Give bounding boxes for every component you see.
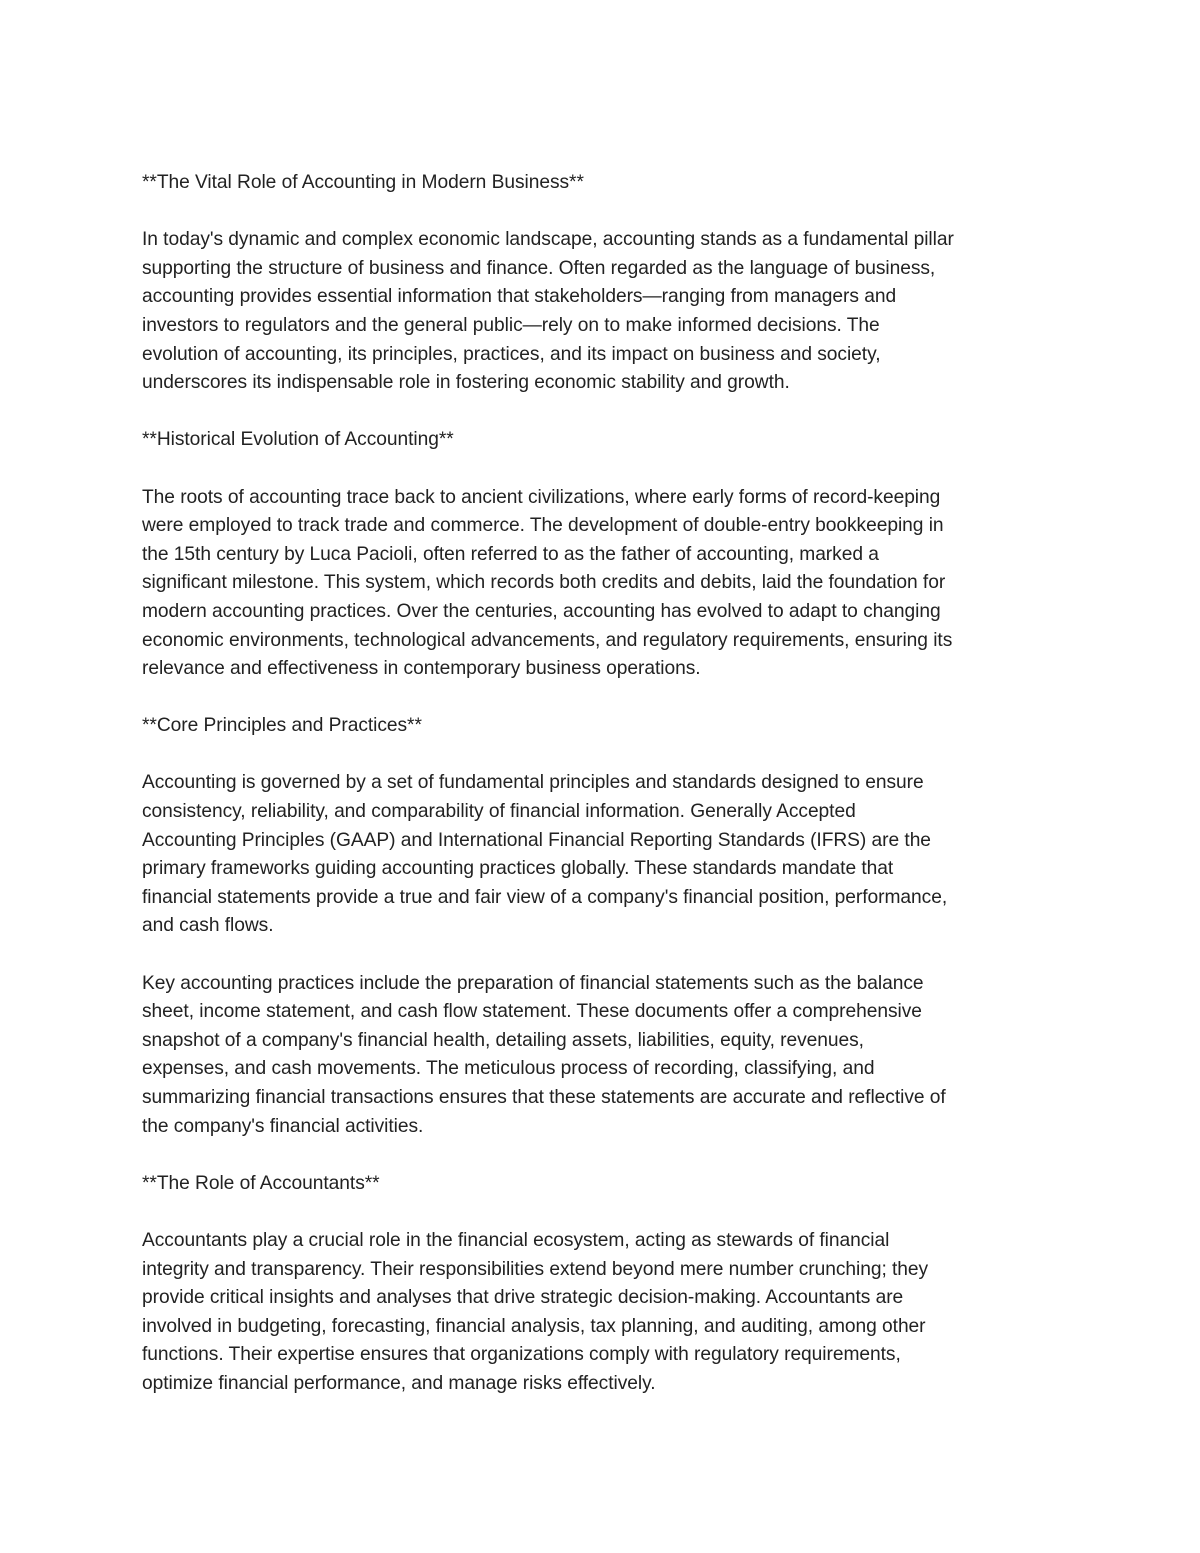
paragraph bbox=[142, 970, 1072, 1142]
spacer bbox=[142, 198, 1072, 227]
paragraph bbox=[142, 226, 1072, 398]
text-line: integrity and transparency. Their responsibilities extend beyond mere number crunching; they bbox=[142, 1258, 929, 1280]
text-line: snapshot of a company's financial health, detailing assets, liabilities, equity, revenues, bbox=[142, 1029, 864, 1051]
text-line: relevance and effectiveness in contemporary business operations. bbox=[142, 658, 701, 680]
spacer bbox=[142, 455, 1072, 484]
text-line: significant milestone. This system, which records both credits and debits, laid the foundation for bbox=[142, 572, 946, 594]
text-line: summarizing financial transactions ensures that these statements are accurate and reflective of bbox=[142, 1087, 946, 1108]
text-line: consistency, reliability, and comparability of financial information. Generally Accepted bbox=[142, 801, 856, 823]
text-line: Key accounting practices include the preparation of financial statements such as the balance bbox=[142, 972, 924, 994]
section-historical-evolution bbox=[142, 426, 1072, 712]
text-line: the company's financial activities. bbox=[142, 1115, 424, 1137]
text-line: underscores its indispensable role in fostering economic stability and growth. bbox=[142, 372, 790, 394]
text-line: financial statements provide a true and fair view of a company's financial position, performance, bbox=[142, 886, 948, 908]
text-line: Accountants play a crucial role in the financial ecosystem, acting as stewards of financial bbox=[142, 1229, 890, 1251]
section-heading: **The Vital Role of Accounting in Modern Business** bbox=[142, 172, 584, 193]
text-line: Accounting Principles (GAAP) and International Financial Reporting Standards (IFRS) are the bbox=[142, 829, 931, 851]
section-heading: **Historical Evolution of Accounting** bbox=[142, 429, 454, 451]
text-line: expenses, and cash movements. The meticulous process of recording, classifying, and bbox=[142, 1058, 875, 1080]
text-line: modern accounting practices. Over the centuries, accounting has evolved to adapt to changing bbox=[142, 600, 941, 622]
section-core-principles bbox=[142, 712, 1072, 1170]
section-heading: **Core Principles and Practices** bbox=[142, 715, 422, 737]
text-line: economic environments, technological advancements, and regulatory requirements, ensuring its bbox=[142, 629, 953, 651]
text-line: optimize financial performance, and manage risks effectively. bbox=[142, 1372, 656, 1394]
text-line: involved in budgeting, forecasting, financial analysis, tax planning, and auditing, among other bbox=[142, 1315, 926, 1337]
paragraph bbox=[142, 484, 1072, 684]
spacer bbox=[142, 741, 1072, 770]
section-vital-role bbox=[142, 169, 1072, 426]
text-line: primary frameworks guiding accounting practices globally. These standards mandate that bbox=[142, 858, 894, 880]
text-line: Accounting is governed by a set of fundamental principles and standards designed to ensure bbox=[142, 772, 924, 794]
spacer bbox=[142, 398, 1072, 427]
spacer bbox=[142, 941, 1072, 970]
text-line: evolution of accounting, its principles, practices, and its impact on business and society, bbox=[142, 343, 881, 365]
text-line: In today's dynamic and complex economic landscape, accounting stands as a fundamental pillar bbox=[142, 229, 954, 251]
spacer bbox=[142, 1141, 1072, 1170]
text-line: and cash flows. bbox=[142, 915, 274, 937]
paragraph bbox=[142, 1227, 1072, 1399]
document-page bbox=[142, 169, 1072, 1399]
text-line: accounting provides essential information that stakeholders—ranging from managers and bbox=[142, 286, 897, 308]
paragraph bbox=[142, 769, 1072, 941]
spacer bbox=[142, 684, 1072, 713]
text-line: sheet, income statement, and cash flow statement. These documents offer a comprehensive bbox=[142, 1001, 922, 1023]
text-line: supporting the structure of business and finance. Often regarded as the language of business, bbox=[142, 257, 936, 279]
text-line: provide critical insights and analyses that drive strategic decision-making. Accountants are bbox=[142, 1287, 904, 1309]
text-line: functions. Their expertise ensures that organizations comply with regulatory requirements, bbox=[142, 1344, 901, 1366]
text-line: The roots of accounting trace back to ancient civilizations, where early forms of record-keeping bbox=[142, 486, 941, 508]
section-role-of-accountants bbox=[142, 1170, 1072, 1399]
section-heading: **The Role of Accountants** bbox=[142, 1172, 380, 1194]
text-line: were employed to track trade and commerce. The development of double-entry bookkeeping in bbox=[142, 515, 944, 537]
spacer bbox=[142, 1198, 1072, 1227]
text-line: the 15th century by Luca Pacioli, often referred to as the father of accounting, marked a bbox=[142, 543, 879, 565]
text-line: investors to regulators and the general public—rely on to make informed decisions. The bbox=[142, 314, 880, 336]
